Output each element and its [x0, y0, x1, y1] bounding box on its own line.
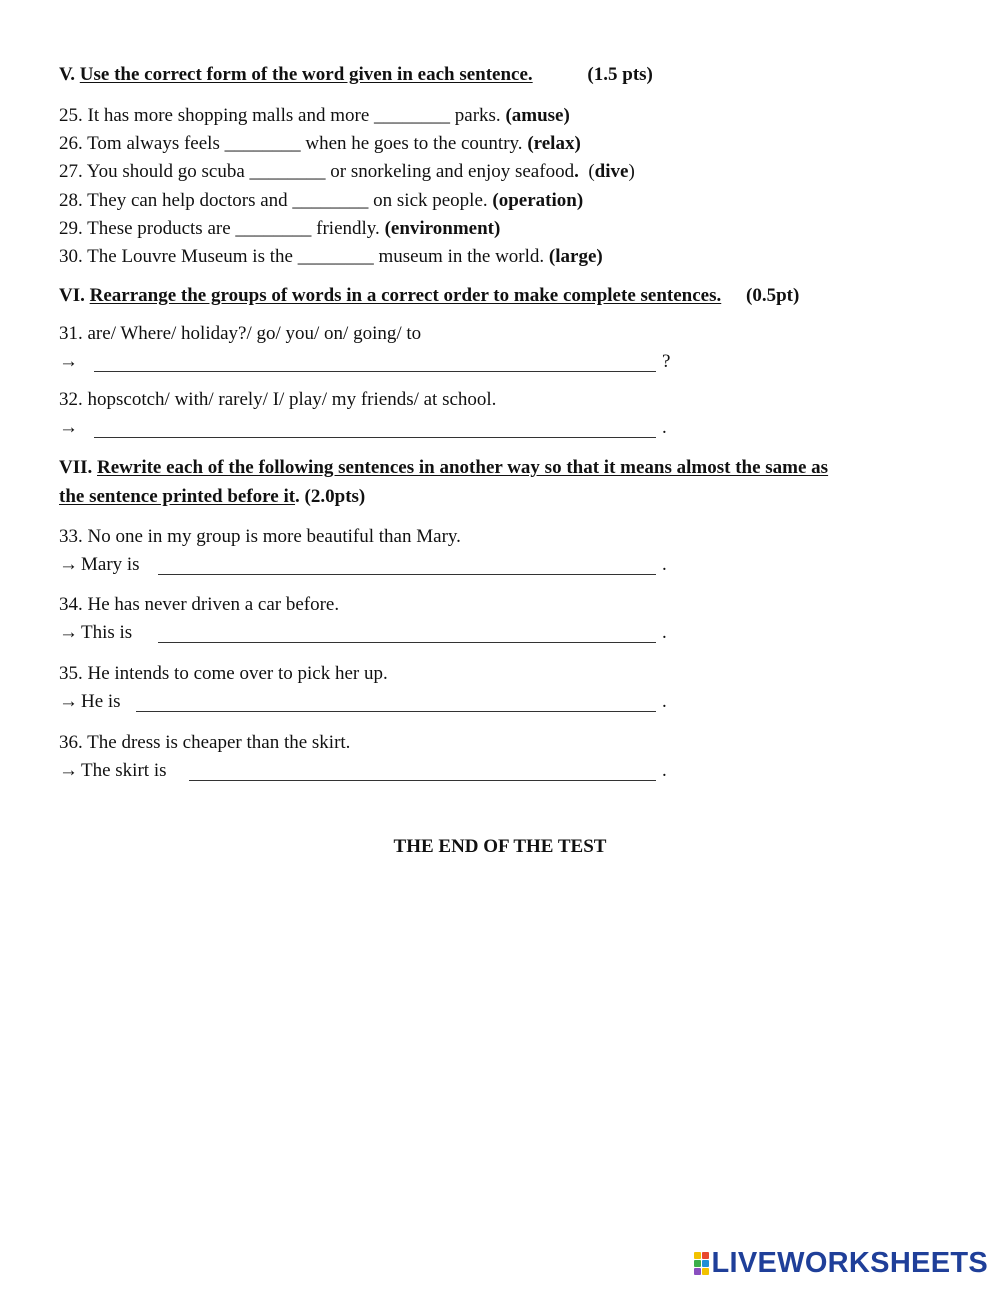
question-30 — [59, 245, 603, 269]
section-6-number: VI. — [59, 285, 85, 306]
hint-close: ) — [628, 161, 635, 182]
answer-31-end: ? — [662, 351, 671, 372]
answer-36-line[interactable] — [189, 780, 656, 781]
liveworksheets-logo — [694, 1247, 989, 1280]
section-7-number: VII. — [59, 457, 93, 478]
answer-34-row — [59, 621, 132, 645]
section-5-points: (1.5 pts) — [587, 64, 653, 85]
hint-word: (large) — [548, 246, 603, 267]
answer-34-line[interactable] — [158, 642, 656, 643]
answer-36-row — [59, 759, 167, 783]
question-29 — [59, 217, 500, 241]
logo-square — [694, 1252, 701, 1259]
question-text: 27. You should go scuba ________ or snorkeling and enjoy seafood — [59, 161, 575, 182]
question-28 — [59, 189, 583, 213]
section-6-points: (0.5pt) — [746, 285, 800, 306]
question-33-prompt: 33. No one in my group is more beautiful than Mary. — [59, 526, 461, 547]
answer-35-end: . — [662, 691, 667, 712]
question-text: 28. They can help doctors and ________ on sick people. — [59, 190, 493, 211]
answer-start: He is — [81, 691, 121, 712]
arrow-icon: → — [59, 760, 78, 781]
section-6-heading — [59, 284, 799, 308]
answer-start: This is — [81, 622, 133, 643]
answer-35-row — [59, 690, 121, 714]
hint-word: (relax) — [527, 133, 581, 154]
question-text: 29. These products are ________ friendly. — [59, 218, 385, 239]
answer-35-line[interactable] — [136, 711, 656, 712]
hint-word: (operation) — [492, 190, 584, 211]
answer-34-end: . — [662, 622, 667, 643]
answer-start: The skirt is — [81, 760, 167, 781]
question-text: 30. The Louvre Museum is the ________ museum in the world. — [59, 246, 549, 267]
question-period: . — [574, 161, 579, 182]
question-text: 25. It has more shopping malls and more ________ parks. — [59, 105, 506, 126]
arrow-icon: → — [59, 554, 78, 575]
question-36-prompt: 36. The dress is cheaper than the skirt. — [59, 732, 351, 753]
question-text: 26. Tom always feels ________ when he goes to the country. — [59, 133, 528, 154]
hint-word: (amuse) — [505, 105, 570, 126]
answer-33-end: . — [662, 554, 667, 575]
logo-square — [702, 1268, 709, 1275]
section-7-heading-line1 — [59, 456, 828, 480]
end-of-test-title: THE END OF THE TEST — [393, 836, 607, 857]
section-7-heading-line2 — [59, 485, 365, 509]
question-34-prompt: 34. He has never driven a car before. — [59, 594, 340, 615]
answer-31-line[interactable] — [94, 371, 656, 372]
liveworksheets-logo-icon — [694, 1252, 709, 1275]
answer-32-line[interactable] — [94, 437, 656, 438]
section-5-heading — [59, 63, 653, 87]
question-35-prompt: 35. He intends to come over to pick her up. — [59, 663, 388, 684]
question-26 — [59, 132, 581, 156]
section-7-title-line2: the sentence printed before it — [59, 486, 296, 507]
question-27 — [59, 160, 635, 184]
arrow-icon: → — [59, 691, 78, 712]
question-25 — [59, 104, 570, 128]
answer-36-end: . — [662, 760, 667, 781]
hint-word: dive — [594, 161, 629, 182]
answer-33-row — [59, 553, 140, 577]
logo-square — [702, 1260, 709, 1267]
logo-square — [694, 1260, 701, 1267]
hint-open: ( — [578, 161, 595, 182]
logo-square — [694, 1268, 701, 1275]
question-32-prompt: 32. hopscotch/ with/ rarely/ I/ play/ my friends/ at school. — [59, 389, 497, 410]
answer-start: Mary is — [81, 554, 140, 575]
arrow-icon: → — [59, 417, 78, 438]
section-7-points: . (2.0pts) — [295, 486, 366, 507]
question-31-prompt: 31. are/ Where/ holiday?/ go/ you/ on/ going/ to — [59, 323, 422, 344]
answer-31-row — [59, 350, 81, 374]
arrow-icon: → — [59, 622, 78, 643]
section-7-title-line1: Rewrite each of the following sentences in another way so that it means almost the same as — [97, 457, 829, 478]
section-5-title: Use the correct form of the word given in each sentence. — [79, 64, 533, 85]
logo-square — [702, 1252, 709, 1259]
answer-32-end: . — [662, 417, 667, 438]
arrow-icon: → — [59, 351, 78, 372]
logo-text: LIVEWORKSHEETS — [711, 1247, 988, 1279]
answer-33-line[interactable] — [158, 574, 656, 575]
hint-word: (environment) — [384, 218, 501, 239]
section-6-title: Rearrange the groups of words in a correct order to make complete sentences. — [89, 285, 722, 306]
answer-32-row — [59, 416, 81, 440]
section-5-number: V. — [59, 64, 76, 85]
